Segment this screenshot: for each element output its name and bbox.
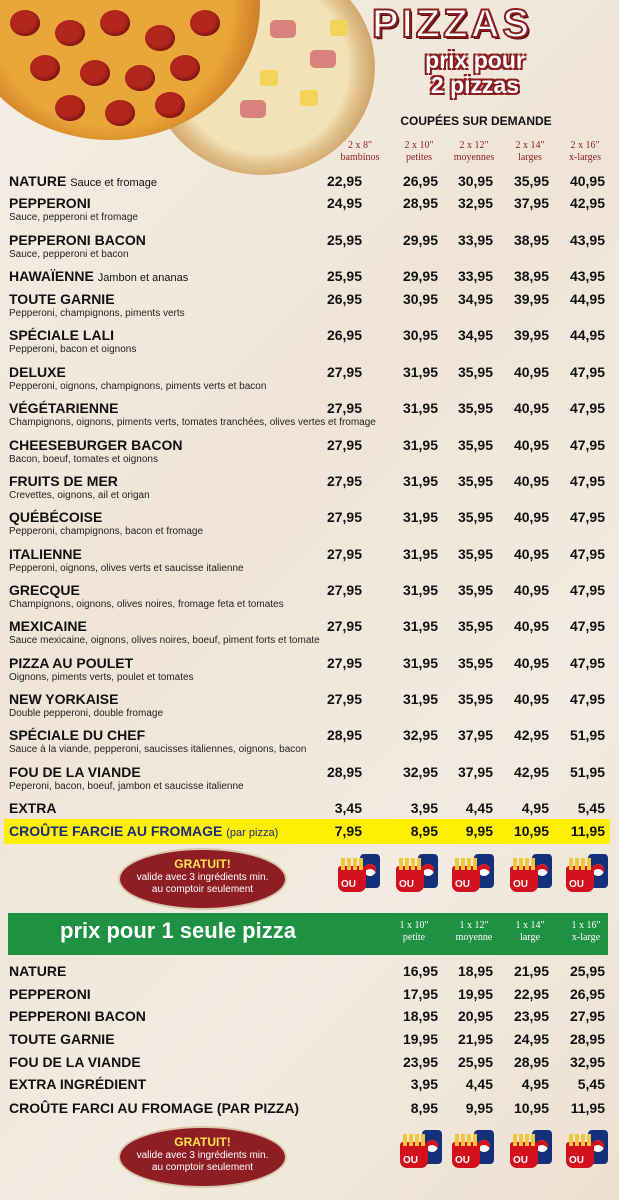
pizza-description: Bacon, boeuf, tomates et oignons — [9, 454, 158, 465]
pizza-description: Pepperoni, champignons, piments verts — [9, 308, 185, 319]
price-cell: 40,95 — [569, 173, 605, 189]
price-cell: 3,45 — [334, 800, 362, 816]
price-cell: 27,95 — [326, 509, 362, 525]
price-cell: 27,95 — [326, 691, 362, 707]
price-cell: 31,95 — [402, 618, 438, 634]
price-cell: 33,95 — [457, 268, 493, 284]
price-cell: 25,95 — [326, 268, 362, 284]
price-cell: 32,95 — [569, 1054, 605, 1070]
column-header: 2 x 10" petites — [404, 140, 434, 163]
pizza-name: EXTRA INGRÉDIENT — [9, 1076, 147, 1092]
pizza-description: Pepperoni, oignons, champignons, piments verts et bacon — [9, 381, 267, 392]
price-cell: 31,95 — [402, 655, 438, 671]
price-cell: 26,95 — [326, 291, 362, 307]
price-cell: 42,95 — [569, 195, 605, 211]
price-cell: 27,95 — [326, 473, 362, 489]
pizza-name: HAWAÏENNE Jambon et ananas — [9, 268, 189, 284]
pizza-description: Peperoni, bacon, boeuf, jambon et saucisse italienne — [9, 781, 244, 792]
price-cell: 19,95 — [457, 986, 493, 1002]
fries-and-soda-icon: OU — [510, 852, 554, 896]
price-cell: 25,95 — [326, 232, 362, 248]
pizza-name: CHEESEBURGER BACON — [9, 437, 183, 453]
pizza-name: TOUTE GARNIE — [9, 291, 115, 307]
price-cell: 40,95 — [513, 473, 549, 489]
price-cell: 22,95 — [513, 986, 549, 1002]
pizza-name: NATURE Sauce et fromage — [9, 173, 158, 189]
price-cell: 43,95 — [569, 268, 605, 284]
price-cell: 26,95 — [402, 173, 438, 189]
fries-and-soda-icon: OU — [566, 1128, 610, 1172]
pizza-name: FRUITS DE MER — [9, 473, 118, 489]
pizza-description: Sauce, pepperoni et bacon — [9, 249, 129, 260]
pizza-description: Jambon et ananas — [97, 272, 189, 284]
price-cell: 31,95 — [402, 400, 438, 416]
price-cell: 23,95 — [513, 1008, 549, 1024]
fries-and-soda-icon: OU — [510, 1128, 554, 1172]
price-cell: 35,95 — [457, 655, 493, 671]
pizza-name: QUÉBÉCOISE — [9, 509, 103, 525]
price-cell: 35,95 — [457, 400, 493, 416]
price-cell: 27,95 — [326, 655, 362, 671]
pizza-name: TOUTE GARNIE — [9, 1031, 115, 1047]
price-cell: 28,95 — [402, 195, 438, 211]
cut-on-request-note: COUPÉES SUR DEMANDE — [400, 114, 552, 128]
pizza-name: MEXICAINE — [9, 618, 87, 634]
fries-and-soda-icon: OU — [566, 852, 610, 896]
price-cell: 44,95 — [569, 327, 605, 343]
price-cell: 38,95 — [513, 232, 549, 248]
price-cell: 38,95 — [513, 268, 549, 284]
free-combo-badge: GRATUIT! valide avec 3 ingrédients min. au comptoir seulement — [118, 848, 287, 910]
pizza-description: Sauce à la viande, pepperoni, saucisses italiennes, oignons, bacon — [9, 744, 307, 755]
pizza-description: Crevettes, oignons, ail et origan — [9, 490, 150, 501]
price-cell: 37,95 — [457, 764, 493, 780]
price-cell: 40,95 — [513, 400, 549, 416]
price-cell: 39,95 — [513, 291, 549, 307]
pizza-name: VÉGÉTARIENNE — [9, 400, 119, 416]
price-cell: 27,95 — [326, 400, 362, 416]
price-cell: 34,95 — [457, 327, 493, 343]
price-cell: 33,95 — [457, 232, 493, 248]
price-cell: 18,95 — [402, 1008, 438, 1024]
price-cell: 17,95 — [402, 986, 438, 1002]
price-cell: 24,95 — [326, 195, 362, 211]
price-cell: 3,95 — [410, 1076, 438, 1092]
price-cell: 40,95 — [513, 691, 549, 707]
price-cell: 40,95 — [513, 437, 549, 453]
price-cell: 27,95 — [326, 437, 362, 453]
price-cell: 4,95 — [521, 1076, 549, 1092]
price-cell: 35,95 — [457, 618, 493, 634]
price-cell: 47,95 — [569, 655, 605, 671]
price-cell: 24,95 — [513, 1031, 549, 1047]
pizza-name: NATURE — [9, 963, 67, 979]
price-cell: 28,95 — [326, 727, 362, 743]
price-cell: 31,95 — [402, 582, 438, 598]
pizza-description: Pepperoni, oignons, olives verts et saucisse italienne — [9, 563, 244, 574]
price-cell: 35,95 — [457, 582, 493, 598]
price-cell: 37,95 — [457, 727, 493, 743]
price-cell: 40,95 — [513, 546, 549, 562]
column-header: 1 x 12" moyenne — [455, 920, 493, 943]
column-header: 1 x 10" petite — [399, 920, 429, 943]
pizza-name: ITALIENNE — [9, 546, 82, 562]
subtitle: prix pour 2 pizzas — [425, 47, 525, 98]
price-cell: 47,95 — [569, 618, 605, 634]
price-cell: 44,95 — [569, 291, 605, 307]
price-cell: 47,95 — [569, 509, 605, 525]
pizza-name: EXTRA — [9, 800, 57, 816]
price-cell: 18,95 — [457, 963, 493, 979]
price-cell: 4,95 — [521, 800, 549, 816]
price-cell: 10,95 — [513, 1100, 549, 1116]
price-cell: 29,95 — [402, 232, 438, 248]
price-cell: 34,95 — [457, 291, 493, 307]
pizza-name: DELUXE — [9, 364, 66, 380]
price-cell: 47,95 — [569, 473, 605, 489]
price-cell: 35,95 — [457, 546, 493, 562]
price-cell: 35,95 — [513, 173, 549, 189]
price-cell: 40,95 — [513, 618, 549, 634]
free-combo-badge: GRATUIT! valide avec 3 ingrédients min. au comptoir seulement — [118, 1126, 287, 1188]
price-cell: 40,95 — [513, 582, 549, 598]
price-cell: 27,95 — [569, 1008, 605, 1024]
fries-and-soda-icon: OU — [396, 852, 440, 896]
fries-and-soda-icon: OU — [400, 1128, 444, 1172]
price-cell: 16,95 — [402, 963, 438, 979]
pizza-description: Sauce mexicaine, oignons, olives noires, boeuf, piment forts et tomate — [9, 635, 320, 646]
price-cell: 19,95 — [402, 1031, 438, 1047]
price-cell: 28,95 — [569, 1031, 605, 1047]
price-cell: 4,45 — [465, 1076, 493, 1092]
pizza-name: NEW YORKAISE — [9, 691, 119, 707]
pizza-description: Sauce, pepperoni et fromage — [9, 212, 138, 223]
price-cell: 40,95 — [513, 655, 549, 671]
price-cell: 35,95 — [457, 691, 493, 707]
pizza-name: SPÉCIALE LALI — [9, 327, 115, 343]
price-cell: 28,95 — [326, 764, 362, 780]
price-cell: 47,95 — [569, 691, 605, 707]
price-cell: 31,95 — [402, 691, 438, 707]
price-cell: 47,95 — [569, 582, 605, 598]
column-header: 2 x 16" x-larges — [568, 140, 602, 163]
price-cell: 32,95 — [457, 195, 493, 211]
price-cell: 35,95 — [457, 509, 493, 525]
pizza-description: Pepperoni, champignons, bacon et fromage — [9, 526, 204, 537]
price-cell: 30,95 — [457, 173, 493, 189]
price-cell: 42,95 — [513, 764, 549, 780]
price-cell: 51,95 — [569, 764, 605, 780]
price-cell: 8,95 — [410, 1100, 438, 1116]
column-header: 2 x 12" moyennes — [453, 140, 495, 163]
price-cell: 5,45 — [577, 1076, 605, 1092]
page-title: PIZZAS — [372, 2, 533, 46]
price-cell: 31,95 — [402, 509, 438, 525]
price-cell: 27,95 — [326, 582, 362, 598]
price-cell: 11,95 — [570, 1100, 605, 1116]
pizza-name: SPÉCIALE DU CHEF — [9, 727, 146, 743]
price-cell: 27,95 — [326, 546, 362, 562]
price-cell: 4,45 — [465, 800, 493, 816]
price-cell: 39,95 — [513, 327, 549, 343]
fries-and-soda-icon: OU — [452, 1128, 496, 1172]
price-cell: 42,95 — [513, 727, 549, 743]
column-header: 1 x 14" large — [515, 920, 545, 943]
pizza-name: PEPPERONI — [9, 986, 91, 1002]
price-cell: 47,95 — [569, 364, 605, 380]
single-pizza-banner: prix pour 1 seule pizza 1 x 10" petite 1 x 12" moyenne 1 x 14" large 1 x 16" x-large — [8, 913, 608, 955]
price-cell: 21,95 — [457, 1031, 493, 1047]
price-cell: 37,95 — [513, 195, 549, 211]
price-cell: 32,95 — [402, 727, 438, 743]
price-cell: 3,95 — [410, 800, 438, 816]
price-cell: 32,95 — [402, 764, 438, 780]
pizza-name: PEPPERONI BACON — [9, 1008, 146, 1024]
price-cell: 35,95 — [457, 437, 493, 453]
price-cell: 22,95 — [326, 173, 362, 189]
column-header: 2 x 8" bambinos — [340, 140, 380, 163]
fries-and-soda-icon: OU — [452, 852, 496, 896]
price-cell: 51,95 — [569, 727, 605, 743]
price-cell: 28,95 — [513, 1054, 549, 1070]
price-cell: 47,95 — [569, 546, 605, 562]
price-cell: 27,95 — [326, 364, 362, 380]
price-cell: 31,95 — [402, 437, 438, 453]
price-cell: 35,95 — [457, 364, 493, 380]
price-cell: 20,95 — [457, 1008, 493, 1024]
price-cell: 27,95 — [326, 618, 362, 634]
price-cell: 40,95 — [513, 364, 549, 380]
price-cell: 31,95 — [402, 364, 438, 380]
price-cell: 31,95 — [402, 473, 438, 489]
pizza-description: Pepperoni, bacon et oignons — [9, 344, 137, 355]
price-cell: 29,95 — [402, 268, 438, 284]
price-cell: 40,95 — [513, 509, 549, 525]
price-cell: 5,45 — [577, 800, 605, 816]
pizza-description: Oignons, piments verts, poulet et tomates — [9, 672, 194, 683]
price-cell: 30,95 — [402, 327, 438, 343]
price-cell: 30,95 — [402, 291, 438, 307]
pizza-name: GRECQUE — [9, 582, 80, 598]
price-cell: 26,95 — [326, 327, 362, 343]
pizza-name: FOU DE LA VIANDE — [9, 1054, 141, 1070]
price-cell: 9,95 — [465, 1100, 493, 1116]
price-cell: 23,95 — [402, 1054, 438, 1070]
price-cell: 35,95 — [457, 473, 493, 489]
price-cell: 31,95 — [402, 546, 438, 562]
pizza-name: CROÛTE FARCI AU FROMAGE (PAR PIZZA) — [9, 1100, 300, 1116]
pizza-description: Sauce et fromage — [70, 177, 158, 189]
price-cell: 26,95 — [569, 986, 605, 1002]
price-cell: 25,95 — [569, 963, 605, 979]
price-cell: 21,95 — [513, 963, 549, 979]
pizza-description: Champignons, oignons, piments verts, tomates tranchées, olives vertes et fromage — [9, 417, 376, 428]
pizza-name: PEPPERONI — [9, 195, 91, 211]
column-header: 1 x 16" x-large — [571, 920, 601, 943]
fries-and-soda-icon: OU — [338, 852, 382, 896]
pizza-name: FOU DE LA VIANDE — [9, 764, 141, 780]
pizza-name: PEPPERONI BACON — [9, 232, 146, 248]
price-cell: 47,95 — [569, 437, 605, 453]
pizza-name: PIZZA AU POULET — [9, 655, 134, 671]
price-cell: 43,95 — [569, 232, 605, 248]
price-cell: 47,95 — [569, 400, 605, 416]
column-header: 2 x 14" larges — [515, 140, 545, 163]
price-cell: 25,95 — [457, 1054, 493, 1070]
pizza-photo — [0, 0, 380, 175]
pizza-description: Double pepperoni, double fromage — [9, 708, 163, 719]
pizza-description: Champignons, oignons, olives noires, fromage feta et tomates — [9, 599, 284, 610]
